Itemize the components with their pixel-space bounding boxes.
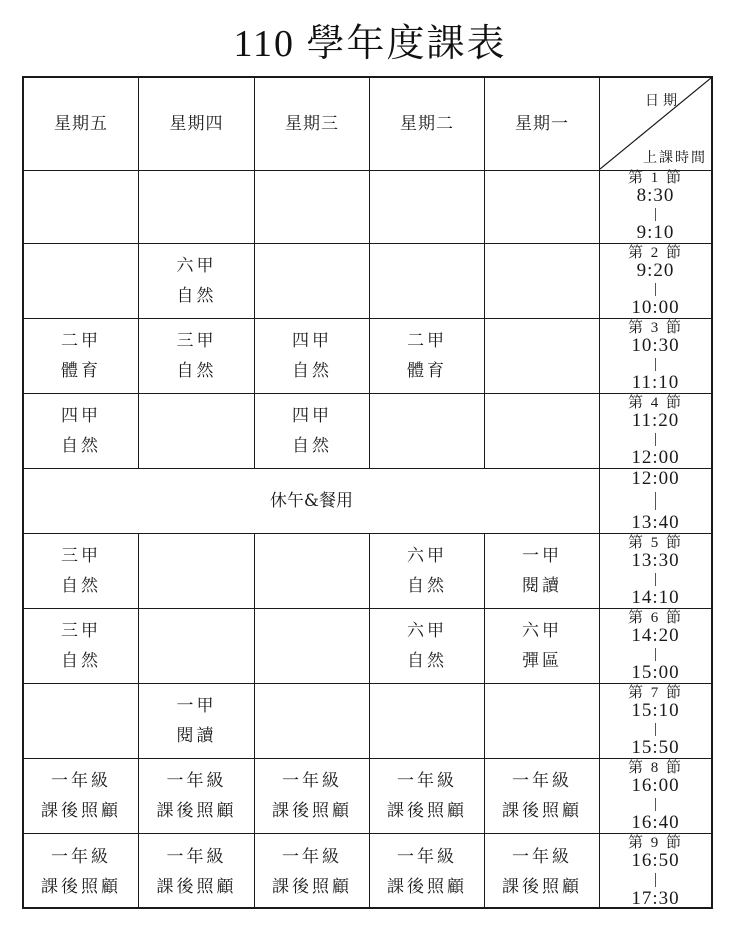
subject-name: 課後照顧 bbox=[41, 876, 121, 897]
class-cell-tuesday bbox=[370, 319, 485, 394]
class-cell-friday bbox=[24, 534, 139, 609]
class-cell-tuesday bbox=[370, 759, 485, 834]
end-time: 15:50 bbox=[631, 737, 680, 758]
class-name: 一年級 bbox=[397, 846, 457, 867]
class-name: 一年級 bbox=[282, 846, 342, 867]
lunch-break-cell bbox=[24, 469, 600, 534]
class-cell-wednesday bbox=[255, 319, 370, 394]
class-cell-tuesday bbox=[370, 244, 485, 319]
class-name: 六甲 bbox=[407, 546, 447, 566]
period-time-cell bbox=[600, 169, 711, 244]
class-name: 一年級 bbox=[282, 771, 342, 791]
period-label: 第 5 節 bbox=[627, 535, 683, 551]
subject-name: 體育 bbox=[407, 361, 447, 381]
class-name: 四甲 bbox=[292, 331, 332, 351]
start-time: 15:10 bbox=[631, 700, 680, 721]
class-cell-wednesday bbox=[255, 169, 370, 244]
class-cell-thursday bbox=[139, 834, 255, 909]
class-cell-wednesday bbox=[255, 394, 370, 469]
subject-name: 自然 bbox=[61, 651, 101, 671]
class-name: 六甲 bbox=[176, 256, 217, 276]
period-label: 第 8 節 bbox=[627, 760, 683, 776]
class-cell-tuesday bbox=[370, 534, 485, 609]
end-time: 15:00 bbox=[631, 662, 680, 683]
class-cell-thursday bbox=[139, 169, 255, 244]
class-name: 一年級 bbox=[397, 771, 457, 791]
class-cell-wednesday bbox=[255, 534, 370, 609]
subject-name: 自然 bbox=[176, 361, 217, 381]
subject-name: 自然 bbox=[292, 436, 332, 456]
end-time: 11:10 bbox=[631, 372, 680, 393]
subject-name: 自然 bbox=[61, 576, 101, 596]
subject-name: 彈區 bbox=[522, 651, 562, 671]
period-label: 第 2 節 bbox=[627, 245, 683, 261]
class-name: 一甲 bbox=[176, 696, 217, 716]
class-cell-friday bbox=[24, 244, 139, 319]
start-time: 8:30 bbox=[636, 185, 675, 206]
time-range-divider bbox=[655, 358, 656, 371]
period-time-cell bbox=[600, 609, 711, 684]
class-name: 一年級 bbox=[166, 846, 227, 867]
class-cell-thursday bbox=[139, 319, 255, 394]
end-time: 17:30 bbox=[631, 888, 680, 909]
subject-name: 自然 bbox=[61, 436, 101, 456]
class-cell-wednesday bbox=[255, 834, 370, 909]
subject-name: 課後照顧 bbox=[41, 801, 121, 821]
period-time-cell bbox=[600, 834, 711, 909]
class-cell-wednesday bbox=[255, 244, 370, 319]
header-friday bbox=[24, 78, 139, 171]
end-time: 12:00 bbox=[631, 447, 680, 468]
class-name: 一年級 bbox=[512, 771, 572, 791]
start-time: 16:00 bbox=[631, 775, 680, 796]
class-cell-monday bbox=[485, 244, 600, 319]
class-cell-thursday bbox=[139, 534, 255, 609]
period-label: 第 3 節 bbox=[627, 320, 683, 336]
class-cell-monday bbox=[485, 534, 600, 609]
class-cell-friday bbox=[24, 319, 139, 394]
class-name: 三甲 bbox=[176, 331, 217, 351]
class-cell-tuesday bbox=[370, 394, 485, 469]
header-tuesday bbox=[370, 78, 485, 171]
time-range-divider bbox=[655, 873, 656, 887]
period-time-cell bbox=[600, 244, 711, 319]
class-cell-friday bbox=[24, 834, 139, 909]
class-name: 一甲 bbox=[522, 546, 562, 566]
end-time: 16:40 bbox=[631, 812, 680, 833]
class-cell-monday bbox=[485, 319, 600, 394]
page-title: 110 學年度課表 bbox=[233, 23, 507, 65]
time-range-divider bbox=[655, 573, 656, 586]
class-cell-tuesday bbox=[370, 684, 485, 759]
start-time: 11:20 bbox=[631, 410, 680, 431]
subject-name: 體育 bbox=[61, 361, 101, 381]
time-range-divider bbox=[655, 723, 656, 736]
class-cell-thursday bbox=[139, 244, 255, 319]
class-cell-tuesday bbox=[370, 834, 485, 909]
corner-time-label: 上課時間 bbox=[643, 150, 707, 166]
subject-name: 課後照顧 bbox=[156, 876, 237, 897]
period-time-cell bbox=[600, 394, 711, 469]
period-time-cell bbox=[600, 759, 711, 834]
period-time-cell bbox=[600, 534, 711, 609]
start-time: 13:30 bbox=[631, 550, 680, 571]
class-name: 二甲 bbox=[61, 331, 101, 351]
end-time: 10:00 bbox=[631, 297, 680, 318]
period-label: 第 9 節 bbox=[627, 835, 683, 851]
day-label: 星期一 bbox=[515, 114, 569, 134]
header-monday bbox=[485, 78, 600, 171]
class-cell-thursday bbox=[139, 394, 255, 469]
day-label: 星期二 bbox=[400, 114, 454, 134]
class-name: 三甲 bbox=[61, 546, 101, 566]
period-time-cell bbox=[600, 319, 711, 394]
class-cell-thursday bbox=[139, 684, 255, 759]
class-cell-friday bbox=[24, 394, 139, 469]
subject-name: 課後照顧 bbox=[156, 801, 237, 821]
day-label: 星期五 bbox=[54, 114, 108, 134]
period-time-cell bbox=[600, 469, 711, 534]
start-time: 10:30 bbox=[631, 335, 680, 356]
class-cell-monday bbox=[485, 394, 600, 469]
period-time-cell bbox=[600, 684, 711, 759]
class-name: 一年級 bbox=[166, 771, 227, 791]
header-corner-diagonal bbox=[600, 78, 711, 171]
class-cell-monday bbox=[485, 609, 600, 684]
class-name: 三甲 bbox=[61, 621, 101, 641]
class-cell-friday bbox=[24, 169, 139, 244]
period-label: 第 4 節 bbox=[627, 395, 683, 411]
subject-name: 課後照顧 bbox=[272, 876, 352, 897]
class-cell-tuesday bbox=[370, 169, 485, 244]
subject-name: 自然 bbox=[176, 286, 217, 306]
start-time: 14:20 bbox=[631, 625, 680, 646]
class-cell-wednesday bbox=[255, 759, 370, 834]
class-cell-wednesday bbox=[255, 684, 370, 759]
class-cell-monday bbox=[485, 169, 600, 244]
lunch-label: 休午&餐用 bbox=[269, 491, 354, 511]
class-name: 六甲 bbox=[522, 621, 562, 641]
time-range-divider bbox=[655, 492, 656, 510]
class-cell-friday bbox=[24, 684, 139, 759]
class-name: 一年級 bbox=[51, 771, 111, 791]
start-time: 9:20 bbox=[636, 260, 675, 281]
class-cell-thursday bbox=[139, 609, 255, 684]
header-thursday bbox=[139, 78, 255, 171]
class-cell-friday bbox=[24, 759, 139, 834]
corner-date-label: 日期 bbox=[645, 93, 681, 109]
time-range-divider bbox=[655, 433, 656, 446]
day-label: 星期四 bbox=[169, 114, 224, 134]
time-range-divider bbox=[655, 283, 656, 296]
subject-name: 閱讀 bbox=[522, 576, 562, 596]
subject-name: 課後照顧 bbox=[502, 801, 582, 821]
subject-name: 自然 bbox=[407, 576, 447, 596]
subject-name: 自然 bbox=[407, 651, 447, 671]
time-range-divider bbox=[655, 798, 656, 811]
class-name: 二甲 bbox=[407, 331, 447, 351]
time-range-divider bbox=[655, 648, 656, 661]
class-cell-friday bbox=[24, 609, 139, 684]
timetable bbox=[22, 76, 713, 909]
end-time: 14:10 bbox=[631, 587, 680, 608]
subject-name: 課後照顧 bbox=[272, 801, 352, 821]
subject-name: 課後照顧 bbox=[502, 876, 582, 897]
class-cell-wednesday bbox=[255, 609, 370, 684]
class-cell-monday bbox=[485, 834, 600, 909]
subject-name: 自然 bbox=[292, 361, 332, 381]
class-cell-tuesday bbox=[370, 609, 485, 684]
start-time: 12:00 bbox=[631, 468, 680, 489]
end-time: 9:10 bbox=[636, 222, 675, 243]
class-name: 一年級 bbox=[51, 846, 111, 867]
class-cell-thursday bbox=[139, 759, 255, 834]
class-cell-monday bbox=[485, 759, 600, 834]
class-name: 四甲 bbox=[292, 406, 332, 426]
time-range-divider bbox=[655, 208, 656, 221]
period-label: 第 1 節 bbox=[627, 170, 683, 186]
class-name: 一年級 bbox=[512, 846, 572, 867]
subject-name: 課後照顧 bbox=[387, 876, 467, 897]
class-name: 四甲 bbox=[61, 406, 101, 426]
class-cell-monday bbox=[485, 684, 600, 759]
header-wednesday bbox=[255, 78, 370, 171]
subject-name: 課後照顧 bbox=[387, 801, 467, 821]
class-name: 六甲 bbox=[407, 621, 447, 641]
start-time: 16:50 bbox=[631, 850, 680, 871]
end-time: 13:40 bbox=[631, 512, 680, 533]
subject-name: 閱讀 bbox=[176, 726, 217, 746]
period-label: 第 7 節 bbox=[627, 685, 683, 701]
day-label: 星期三 bbox=[285, 114, 339, 134]
period-label: 第 6 節 bbox=[627, 610, 683, 626]
